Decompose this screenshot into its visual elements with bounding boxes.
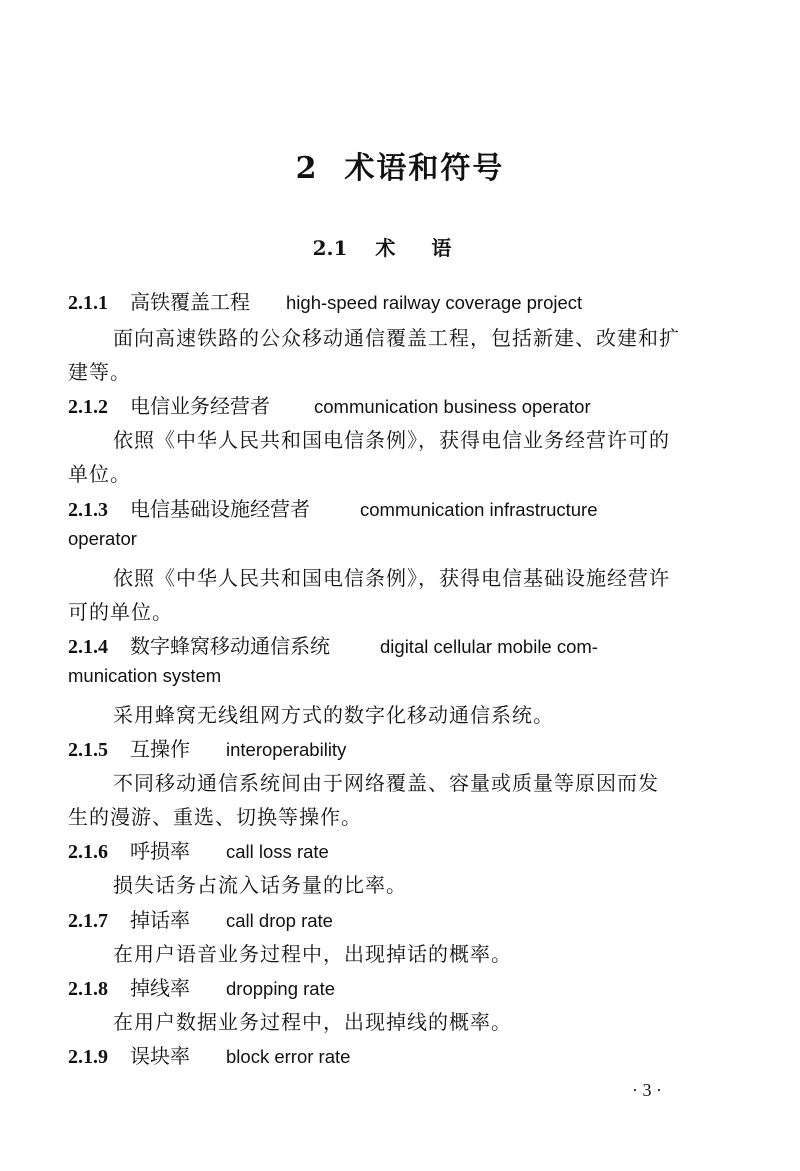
term-zh: 电信业务经营者 [130, 394, 270, 418]
term-definition-line: 生的漫游、重选、切换等操作。 [68, 805, 362, 829]
term-heading [68, 390, 591, 419]
term-zh: 掉线率 [130, 976, 190, 1000]
section-number: 2.1 [312, 236, 348, 260]
term-number: 2.1.2 [68, 396, 108, 418]
term-definition-line: 可的单位。 [68, 600, 173, 624]
term-number: 2.1.6 [68, 841, 108, 863]
term-heading [68, 1040, 350, 1069]
term-heading [68, 286, 582, 315]
term-en: block error rate [226, 1046, 351, 1067]
term-definition-line: 损失话务占流入话务量的比率。 [113, 873, 407, 897]
term-zh: 电信基础设施经营者 [130, 497, 310, 521]
term-en: call loss rate [226, 841, 329, 862]
term-en: interoperability [226, 739, 347, 760]
term-en-continuation: operator [68, 528, 137, 549]
term-heading [68, 493, 598, 522]
term-heading [68, 835, 329, 864]
chapter-number: 2 [295, 151, 319, 186]
term-number: 2.1.1 [68, 292, 108, 314]
term-zh: 误块率 [130, 1044, 190, 1068]
term-definition-line: 面向高速铁路的公众移动通信覆盖工程，包括新建、改建和扩 [113, 326, 680, 350]
term-en-continuation: munication system [68, 665, 222, 686]
chapter-name: 术语和符号 [344, 151, 505, 186]
term-zh: 掉话率 [130, 908, 190, 932]
term-heading [68, 904, 333, 933]
chapter-title [0, 143, 800, 187]
term-heading [68, 972, 335, 1001]
term-definition-line: 依照《中华人民共和国电信条例》，获得电信业务经营许可的 [113, 428, 670, 452]
page-number: · 3 · [632, 1080, 662, 1100]
term-definition-line: 在用户数据业务过程中，出现掉线的概率。 [113, 1010, 512, 1034]
section-title [0, 232, 800, 261]
section-name: 术语 [375, 236, 488, 260]
term-definition-line: 采用蜂窝无线组网方式的数字化移动通信系统。 [113, 703, 554, 727]
term-zh: 互操作 [130, 737, 190, 761]
term-number: 2.1.5 [68, 739, 108, 761]
term-definition-line: 在用户语音业务过程中，出现掉话的概率。 [113, 942, 512, 966]
term-en: communication infrastructure [360, 499, 598, 520]
term-number: 2.1.3 [68, 499, 108, 521]
term-heading [68, 630, 598, 659]
term-en: digital cellular mobile com- [380, 636, 598, 657]
term-number: 2.1.9 [68, 1046, 108, 1068]
term-en: dropping rate [226, 978, 336, 999]
term-definition-line: 单位。 [68, 462, 131, 486]
term-zh: 数字蜂窝移动通信系统 [130, 634, 330, 658]
term-en: communication business operator [314, 396, 591, 417]
term-zh: 呼损率 [130, 839, 190, 863]
term-definition-line: 依照《中华人民共和国电信条例》，获得电信基础设施经营许 [113, 566, 670, 590]
term-zh: 高铁覆盖工程 [130, 290, 250, 314]
term-heading [68, 733, 346, 762]
term-en: high-speed railway coverage project [286, 292, 583, 313]
term-definition-line: 不同移动通信系统间由于网络覆盖、容量或质量等原因而发 [113, 771, 659, 795]
term-en: call drop rate [226, 910, 333, 931]
term-number: 2.1.4 [68, 636, 108, 658]
term-number: 2.1.8 [68, 978, 108, 1000]
term-number: 2.1.7 [68, 910, 108, 932]
term-definition-line: 建等。 [68, 360, 131, 384]
